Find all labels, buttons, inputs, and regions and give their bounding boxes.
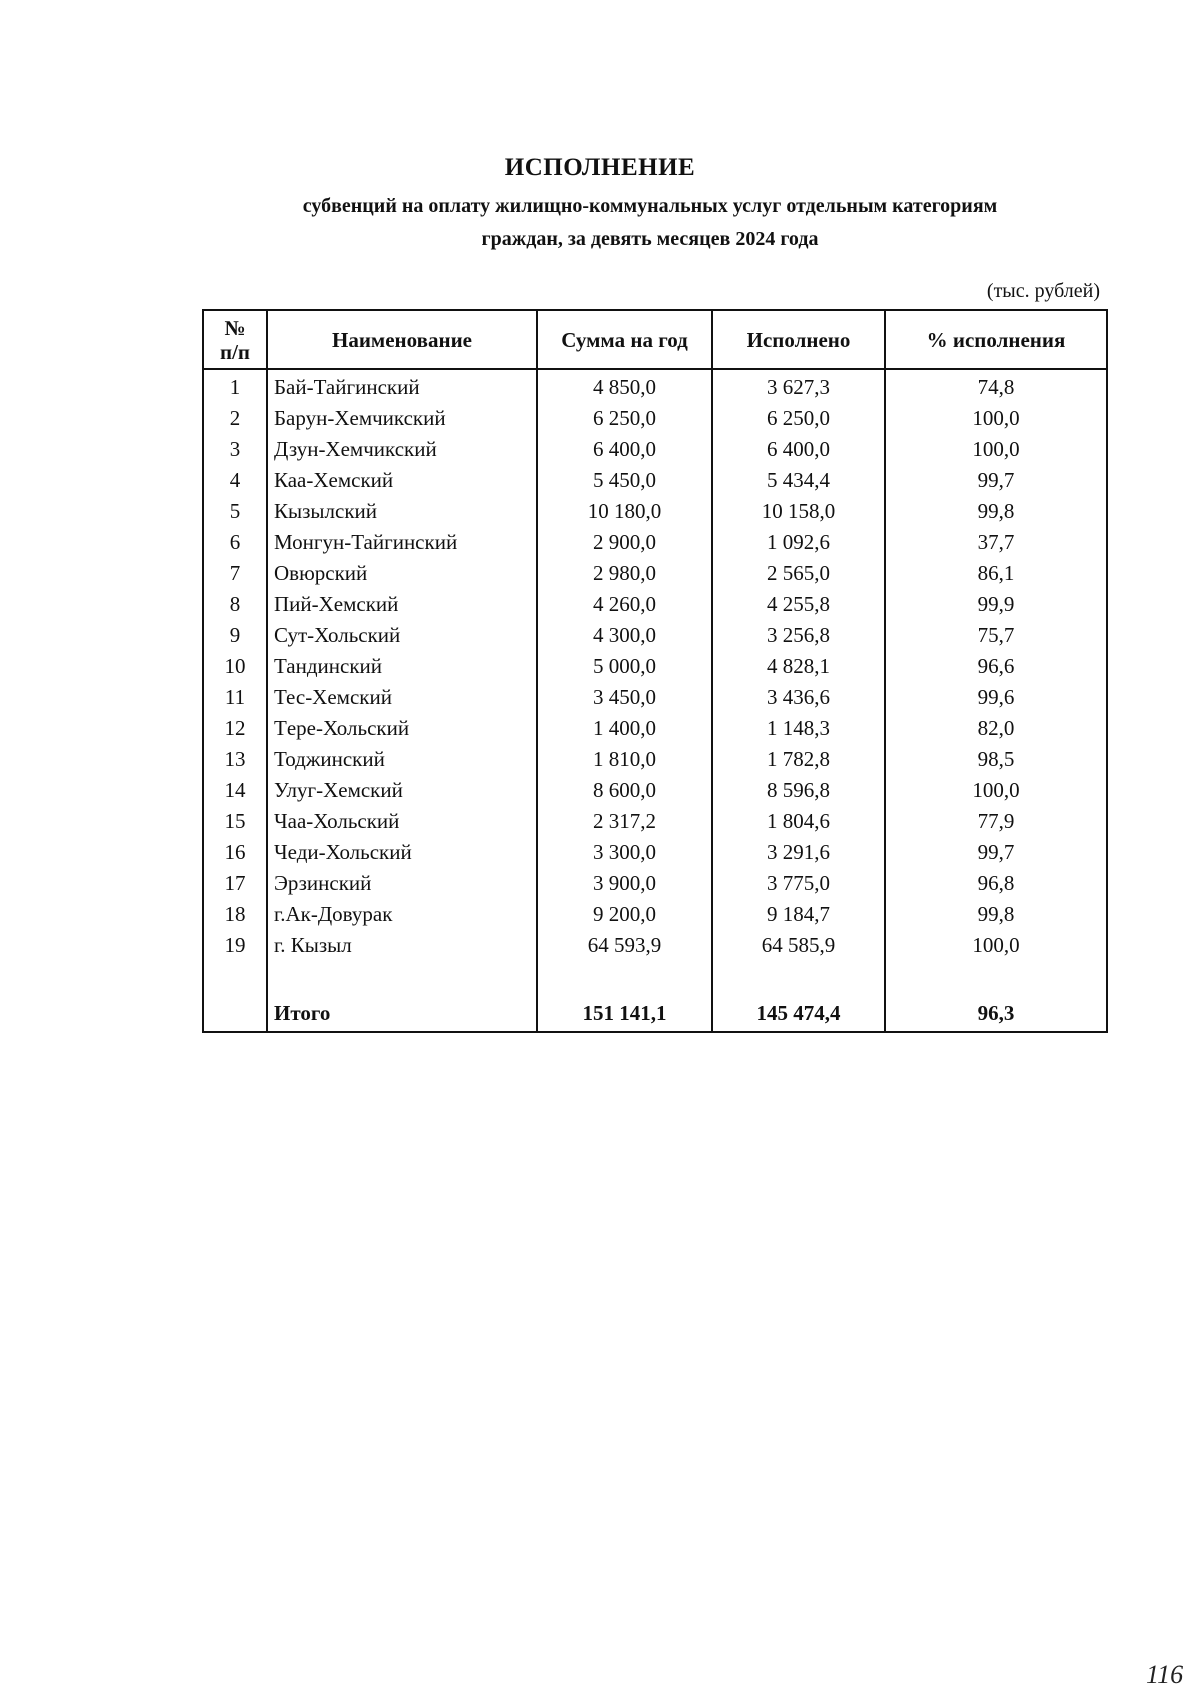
row-percent: 98,5 xyxy=(885,744,1107,775)
document-title: ИСПОЛНЕНИЕ xyxy=(504,154,696,181)
row-annual: 5 000,0 xyxy=(537,651,712,682)
row-number: 4 xyxy=(203,465,267,496)
row-name: Каа-Хемский xyxy=(267,465,537,496)
row-name: г. Кызыл xyxy=(267,930,537,961)
table-row xyxy=(203,682,1107,713)
table-header-row xyxy=(203,310,1107,369)
row-name: г.Ак-Довурак xyxy=(267,899,537,930)
row-executed: 3 291,6 xyxy=(712,837,885,868)
row-number: 12 xyxy=(203,713,267,744)
table-row xyxy=(203,434,1107,465)
row-number: 7 xyxy=(203,558,267,589)
row-executed: 3 627,3 xyxy=(712,369,885,403)
row-number: 13 xyxy=(203,744,267,775)
row-executed: 64 585,9 xyxy=(712,930,885,961)
row-annual: 3 300,0 xyxy=(537,837,712,868)
subtitle-line-2: граждан, за девять месяцев 2024 года xyxy=(481,228,819,250)
table-row xyxy=(203,930,1107,961)
total-percent: 96,3 xyxy=(885,995,1107,1032)
table-row xyxy=(203,589,1107,620)
table-row xyxy=(203,837,1107,868)
table-row xyxy=(203,806,1107,837)
row-name: Улуг-Хемский xyxy=(267,775,537,806)
table-row xyxy=(203,775,1107,806)
table-body xyxy=(203,369,1107,1032)
header-executed: Исполнено xyxy=(712,310,885,369)
row-percent: 96,8 xyxy=(885,868,1107,899)
row-number: 1 xyxy=(203,369,267,403)
header-number-line-1: № xyxy=(224,315,246,340)
row-number: 8 xyxy=(203,589,267,620)
row-percent: 99,7 xyxy=(885,465,1107,496)
row-annual: 4 850,0 xyxy=(537,369,712,403)
execution-table xyxy=(202,309,1108,1033)
header-number-line-2: п/п xyxy=(219,339,251,364)
row-number: 19 xyxy=(203,930,267,961)
table-row xyxy=(203,527,1107,558)
row-percent: 86,1 xyxy=(885,558,1107,589)
table-row xyxy=(203,744,1107,775)
table-row xyxy=(203,465,1107,496)
row-percent: 99,6 xyxy=(885,682,1107,713)
row-name: Чеди-Хольский xyxy=(267,837,537,868)
row-percent: 77,9 xyxy=(885,806,1107,837)
row-percent: 37,7 xyxy=(885,527,1107,558)
row-number: 16 xyxy=(203,837,267,868)
row-annual: 9 200,0 xyxy=(537,899,712,930)
row-executed: 10 158,0 xyxy=(712,496,885,527)
row-name: Тес-Хемский xyxy=(267,682,537,713)
row-name: Тандинский xyxy=(267,651,537,682)
handwritten-page-number: 116 xyxy=(1146,1660,1184,1689)
table-row xyxy=(203,899,1107,930)
row-percent: 74,8 xyxy=(885,369,1107,403)
header-number xyxy=(203,310,267,369)
row-percent: 100,0 xyxy=(885,403,1107,434)
row-number: 10 xyxy=(203,651,267,682)
row-annual: 4 300,0 xyxy=(537,620,712,651)
row-executed: 4 828,1 xyxy=(712,651,885,682)
row-annual: 6 400,0 xyxy=(537,434,712,465)
row-number: 3 xyxy=(203,434,267,465)
row-executed: 3 436,6 xyxy=(712,682,885,713)
total-annual: 151 141,1 xyxy=(537,995,712,1032)
header-percent: % исполнения xyxy=(885,310,1107,369)
row-number: 14 xyxy=(203,775,267,806)
row-name: Тоджинский xyxy=(267,744,537,775)
row-name: Сут-Хольский xyxy=(267,620,537,651)
row-number: 18 xyxy=(203,899,267,930)
row-annual: 3 450,0 xyxy=(537,682,712,713)
total-number-cell xyxy=(203,995,267,1032)
row-number: 6 xyxy=(203,527,267,558)
row-percent: 100,0 xyxy=(885,775,1107,806)
row-name: Эрзинский xyxy=(267,868,537,899)
table-row xyxy=(203,496,1107,527)
row-executed: 1 804,6 xyxy=(712,806,885,837)
row-percent: 99,7 xyxy=(885,837,1107,868)
row-annual: 2 317,2 xyxy=(537,806,712,837)
row-annual: 5 450,0 xyxy=(537,465,712,496)
row-annual: 4 260,0 xyxy=(537,589,712,620)
total-label: Итого xyxy=(267,995,537,1032)
row-percent: 99,8 xyxy=(885,496,1107,527)
row-percent: 75,7 xyxy=(885,620,1107,651)
row-executed: 9 184,7 xyxy=(712,899,885,930)
row-name: Барун-Хемчикский xyxy=(267,403,537,434)
header-annual: Сумма на год xyxy=(537,310,712,369)
document-subtitle xyxy=(200,190,1100,256)
units-note: (тыс. рублей) xyxy=(986,280,1100,302)
row-executed: 1 092,6 xyxy=(712,527,885,558)
row-executed: 2 565,0 xyxy=(712,558,885,589)
row-name: Пий-Хемский xyxy=(267,589,537,620)
row-percent: 100,0 xyxy=(885,930,1107,961)
row-executed: 1 148,3 xyxy=(712,713,885,744)
row-name: Tере-Хольский xyxy=(267,713,537,744)
row-name: Дзун-Хемчикский xyxy=(267,434,537,465)
row-executed: 6 250,0 xyxy=(712,403,885,434)
row-percent: 99,8 xyxy=(885,899,1107,930)
subtitle-line-1: субвенций на оплату жилищно-коммунальных услуг отдельным категориям xyxy=(302,195,998,217)
total-row xyxy=(203,995,1107,1032)
row-annual: 64 593,9 xyxy=(537,930,712,961)
row-percent: 99,9 xyxy=(885,589,1107,620)
row-annual: 1 810,0 xyxy=(537,744,712,775)
row-number: 2 xyxy=(203,403,267,434)
row-executed: 6 400,0 xyxy=(712,434,885,465)
row-executed: 5 434,4 xyxy=(712,465,885,496)
row-annual: 2 980,0 xyxy=(537,558,712,589)
row-percent: 100,0 xyxy=(885,434,1107,465)
row-annual: 8 600,0 xyxy=(537,775,712,806)
header-name: Наименование xyxy=(267,310,537,369)
table-row xyxy=(203,713,1107,744)
table-row xyxy=(203,620,1107,651)
row-annual: 6 250,0 xyxy=(537,403,712,434)
row-name: Кызылский xyxy=(267,496,537,527)
table-row xyxy=(203,868,1107,899)
total-executed: 145 474,4 xyxy=(712,995,885,1032)
row-executed: 8 596,8 xyxy=(712,775,885,806)
row-number: 9 xyxy=(203,620,267,651)
row-executed: 4 255,8 xyxy=(712,589,885,620)
row-name: Овюрский xyxy=(267,558,537,589)
row-percent: 82,0 xyxy=(885,713,1107,744)
row-name: Монгун-Тайгинский xyxy=(267,527,537,558)
row-executed: 3 775,0 xyxy=(712,868,885,899)
row-name: Чаа-Хольский xyxy=(267,806,537,837)
spacer-row xyxy=(203,961,1107,995)
row-executed: 3 256,8 xyxy=(712,620,885,651)
row-annual: 2 900,0 xyxy=(537,527,712,558)
row-name: Бай-Тайгинский xyxy=(267,369,537,403)
table-row xyxy=(203,651,1107,682)
table-row xyxy=(203,369,1107,403)
row-annual: 1 400,0 xyxy=(537,713,712,744)
row-executed: 1 782,8 xyxy=(712,744,885,775)
row-number: 11 xyxy=(203,682,267,713)
table-row xyxy=(203,403,1107,434)
row-number: 5 xyxy=(203,496,267,527)
table-row xyxy=(203,558,1107,589)
row-number: 17 xyxy=(203,868,267,899)
row-annual: 3 900,0 xyxy=(537,868,712,899)
row-number: 15 xyxy=(203,806,267,837)
row-annual: 10 180,0 xyxy=(537,496,712,527)
row-percent: 96,6 xyxy=(885,651,1107,682)
